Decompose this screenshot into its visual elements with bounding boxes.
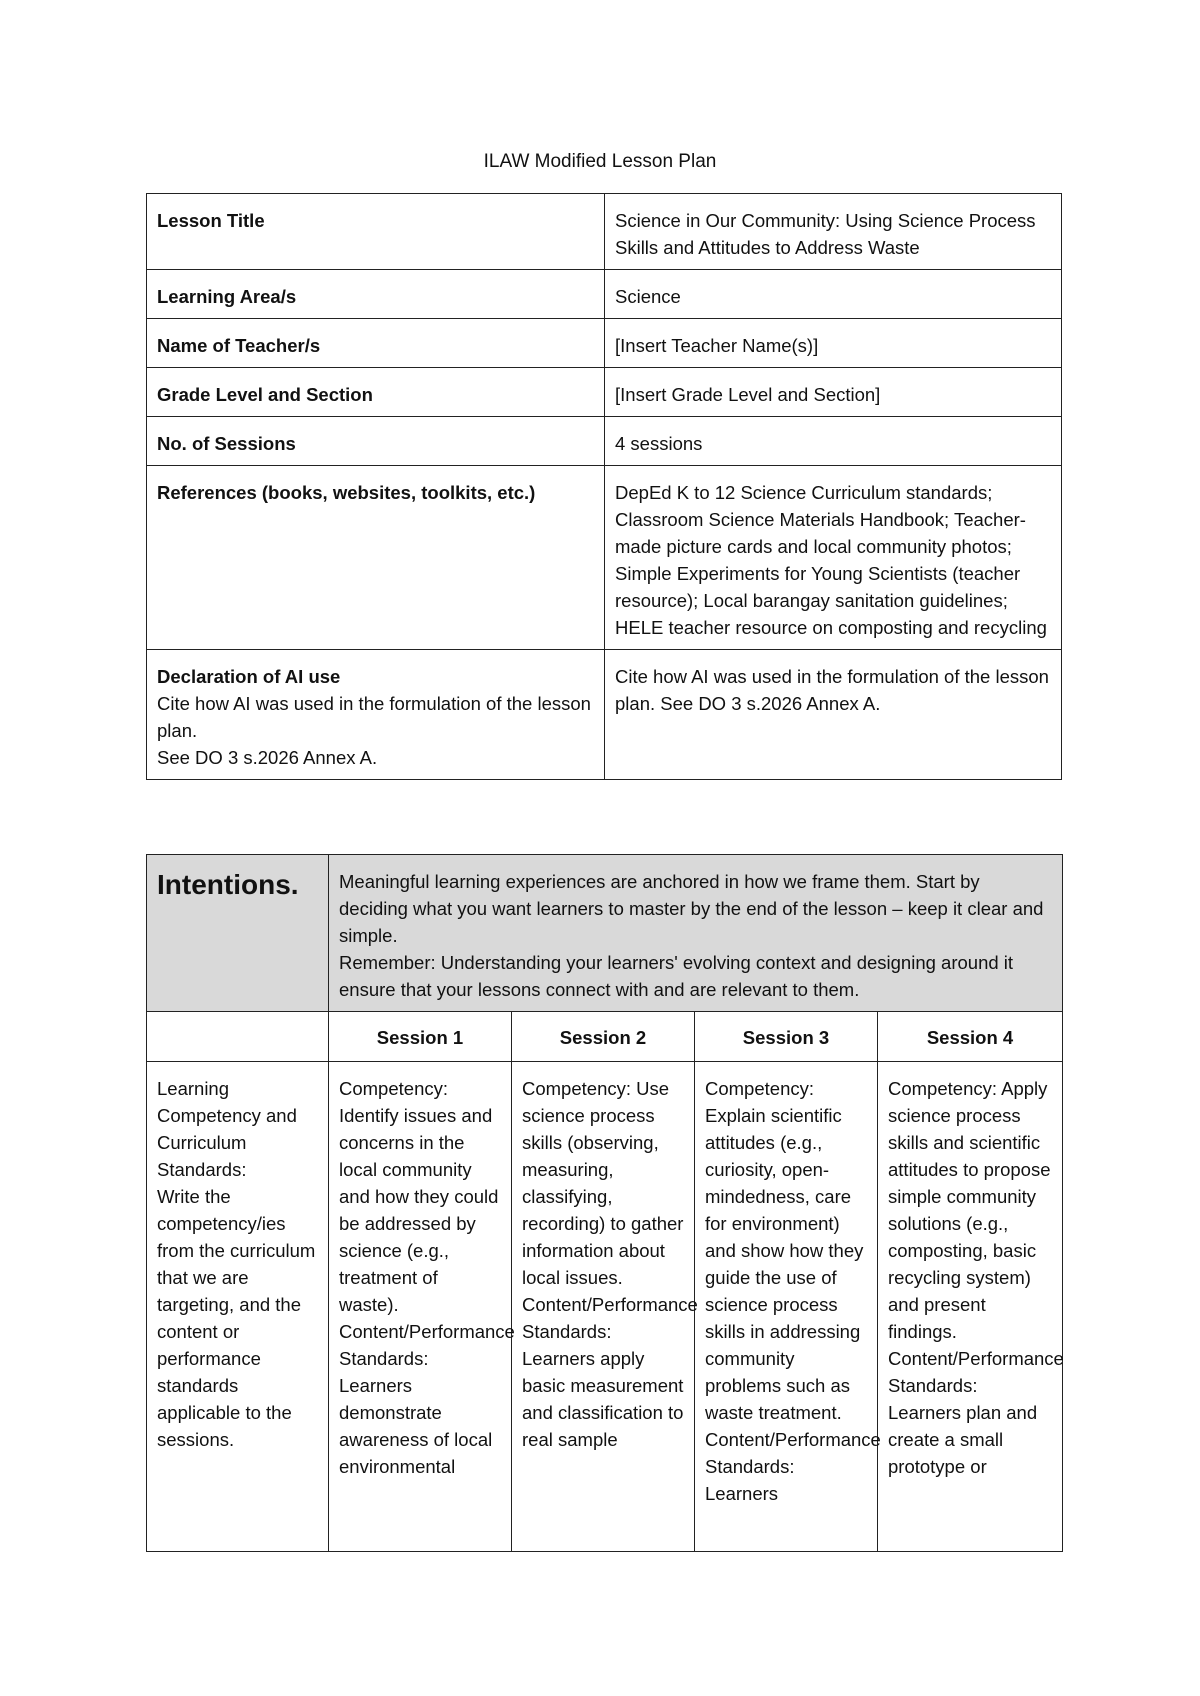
intentions-description-1: Meaningful learning experiences are anchored in how we frame them. Start by deciding what you want learners to master by the end of the lesson – keep it clear and simple. bbox=[339, 871, 1044, 946]
ai-declaration-value: Cite how AI was used in the formulation of the lesson plan. See DO 3 s.2026 Annex A. bbox=[605, 650, 1062, 780]
session-1-cell bbox=[329, 1062, 515, 1552]
references-row bbox=[147, 466, 1062, 650]
competency-row-instructions: Write the competency/ies from the curriculum that we are targeting, and the content or performance standards applicable to the sessions. bbox=[157, 1186, 316, 1450]
session-3-standards: Content/Performance Standards: Learners bbox=[705, 1429, 881, 1504]
lesson-title-value: Science in Our Community: Using Science Process Skills and Attitudes to Address Waste bbox=[605, 194, 1062, 270]
document-title: ILAW Modified Lesson Plan bbox=[483, 151, 717, 172]
teacher-value: [Insert Teacher Name(s)] bbox=[605, 319, 1062, 368]
teacher-label: Name of Teacher/s bbox=[147, 319, 605, 368]
competency-row-label bbox=[147, 1062, 329, 1552]
intentions-table bbox=[146, 854, 1063, 1552]
grade-value: [Insert Grade Level and Section] bbox=[605, 368, 1062, 417]
ai-declaration-row bbox=[147, 650, 1062, 780]
session-1-standards: Content/Performance Standards: Learners demonstrate awareness of local environmental bbox=[339, 1321, 515, 1477]
session-header-blank bbox=[147, 1012, 329, 1062]
session-2-competency: Competency: Use science process skills (observing, measuring, classifying, recording) to gather information about local issues. bbox=[522, 1078, 684, 1288]
session-4-cell bbox=[878, 1062, 1063, 1552]
ai-instruction-line-2: See DO 3 s.2026 Annex A. bbox=[157, 747, 378, 768]
sessions-label: No. of Sessions bbox=[147, 417, 605, 466]
competency-row-title: Learning Competency and Curriculum Standards: bbox=[157, 1078, 297, 1180]
session-2-header: Session 2 bbox=[512, 1012, 695, 1062]
session-1-competency: Competency: Identify issues and concerns in the local community and how they could be addressed by science (e.g., treatment of waste). bbox=[339, 1078, 499, 1315]
references-label: References (books, websites, toolkits, etc.) bbox=[147, 466, 605, 650]
intentions-description-2: Remember: Understanding your learners' evolving context and designing around it ensure that your lessons connect with and are relevant to them. bbox=[339, 952, 1014, 1000]
session-3-header: Session 3 bbox=[695, 1012, 878, 1062]
session-4-header: Session 4 bbox=[878, 1012, 1063, 1062]
ai-declaration-label: Declaration of AI use bbox=[157, 666, 341, 687]
lesson-title-row bbox=[147, 194, 1062, 270]
lesson-info-table bbox=[146, 193, 1062, 780]
ai-instruction-line-1: Cite how AI was used in the formulation of the lesson plan. bbox=[157, 693, 591, 741]
learning-area-label: Learning Area/s bbox=[147, 270, 605, 319]
session-4-standards: Content/Performance Standards: Learners plan and create a small prototype or bbox=[888, 1348, 1064, 1477]
competency-row bbox=[147, 1062, 1063, 1552]
session-4-competency: Competency: Apply science process skills and scientific attitudes to propose simple community solutions (e.g., composting, basic recycling system) and present findings. bbox=[888, 1078, 1051, 1342]
learning-area-row bbox=[147, 270, 1062, 319]
intentions-description bbox=[329, 855, 1063, 1012]
grade-label: Grade Level and Section bbox=[147, 368, 605, 417]
session-1-header: Session 1 bbox=[329, 1012, 512, 1062]
session-2-cell bbox=[512, 1062, 698, 1552]
session-2-standards: Content/Performance Standards: Learners apply basic measurement and classification to real sample bbox=[522, 1294, 698, 1450]
session-3-cell bbox=[695, 1062, 881, 1552]
learning-area-value: Science bbox=[605, 270, 1062, 319]
intentions-intro-row bbox=[147, 855, 1063, 1012]
teacher-row bbox=[147, 319, 1062, 368]
sessions-value: 4 sessions bbox=[605, 417, 1062, 466]
sessions-row bbox=[147, 417, 1062, 466]
lesson-title-label: Lesson Title bbox=[147, 194, 605, 270]
session-3-competency: Competency: Explain scientific attitudes (e.g., curiosity, open-mindedness, care for environment) and show how they guide the use of science process skills in addressing community problems such as waste treatment. bbox=[705, 1078, 864, 1423]
session-header-row bbox=[147, 1012, 1063, 1062]
grade-row bbox=[147, 368, 1062, 417]
ai-declaration-instructions bbox=[157, 690, 594, 771]
intentions-heading: Intentions. bbox=[147, 855, 329, 1012]
ai-declaration-cell bbox=[147, 650, 605, 780]
references-value: DepEd K to 12 Science Curriculum standards; Classroom Science Materials Handbook; Teacher-made picture cards and local community photos; Simple Experiments for Young Scientists (teacher resource); Local barangay sanitation guidelines; HELE teacher resource on composting and recycling bbox=[605, 466, 1062, 650]
